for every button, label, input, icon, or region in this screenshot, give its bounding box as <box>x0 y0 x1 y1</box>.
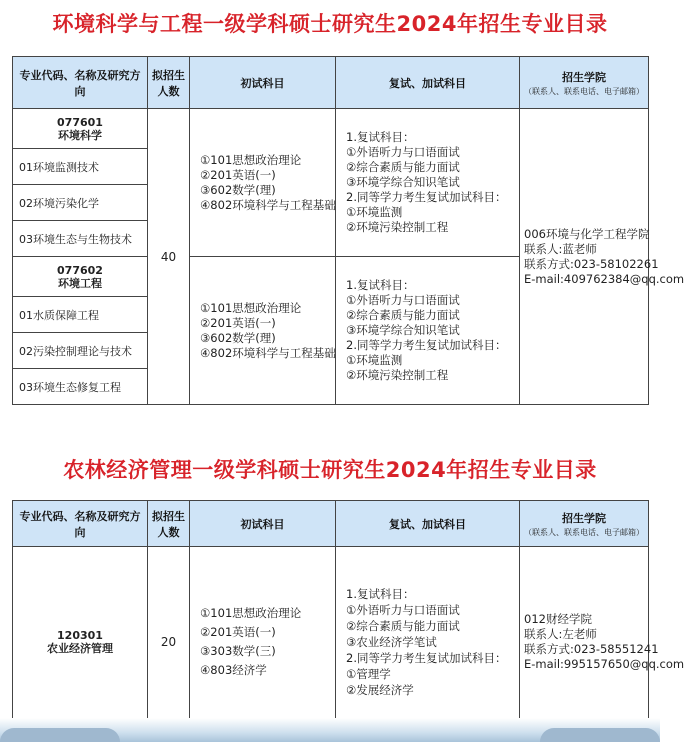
header-count: 拟招生人数 <box>148 57 190 109</box>
bottom-decoration <box>0 718 660 742</box>
initial-subject: ①101思想政治理论 <box>200 300 302 315</box>
college-cell <box>520 547 684 737</box>
section1-title: 环境科学与工程一级学科硕士研究生2024年招生专业目录 <box>52 12 608 36</box>
major-cell <box>13 547 148 737</box>
major-name: 环境工程 <box>58 276 102 290</box>
research-direction: 02污染控制理论与技术 <box>13 333 148 369</box>
header-college-label: 招生学院 <box>562 511 606 525</box>
college-contact: 联系人:蓝老师 <box>524 241 597 256</box>
table-row <box>13 547 649 737</box>
initial-subjects-cell <box>190 547 336 737</box>
initial-subject: ②201英语(一) <box>200 624 276 639</box>
initial-subject: ③602数学(理) <box>200 330 276 345</box>
retest-line: ①外语听力与口语面试 <box>346 293 460 307</box>
retest-subjects-cell <box>336 547 520 737</box>
enrollment-count: 40 <box>148 109 190 405</box>
college-contact: 联系人:左老师 <box>524 626 597 641</box>
retest-line: ③环境学综合知识笔试 <box>346 175 460 189</box>
college-cell <box>520 109 684 405</box>
initial-subject: ④803经济学 <box>200 662 267 677</box>
header-major: 专业代码、名称及研究方向 <box>13 501 148 547</box>
header-initial: 初试科目 <box>190 501 336 547</box>
research-direction: 01环境监测技术 <box>13 149 148 185</box>
table-header-row <box>13 501 649 547</box>
hill-shape <box>540 728 660 742</box>
retest-line: ②环境污染控制工程 <box>346 368 449 382</box>
major-cell <box>13 109 148 149</box>
header-initial: 初试科目 <box>190 57 336 109</box>
college-email: E-mail:409762384@qq.com <box>524 271 684 286</box>
retest-line: ③农业经济学笔试 <box>346 634 437 649</box>
header-retest: 复试、加试科目 <box>336 501 520 547</box>
table-header-row <box>13 57 649 109</box>
retest-line: ②发展经济学 <box>346 682 414 697</box>
initial-subjects-cell <box>190 257 336 405</box>
research-direction: 02环境污染化学 <box>13 185 148 221</box>
retest-line: ①外语听力与口语面试 <box>346 145 460 159</box>
header-college-label: 招生学院 <box>562 70 606 84</box>
header-count: 拟招生人数 <box>148 501 190 547</box>
catalog-table-agri-economics <box>12 500 684 737</box>
college-email: E-mail:995157650@qq.com <box>524 656 684 671</box>
initial-subject: ④802环境科学与工程基础 <box>200 197 336 212</box>
retest-line: 1.复试科目： <box>346 130 415 144</box>
hill-shape <box>0 728 120 742</box>
retest-line: 1.复试科目： <box>346 586 415 601</box>
header-college-sub: （联系人、联系电话、电子邮箱） <box>524 527 644 537</box>
retest-line: 1.复试科目： <box>346 278 415 292</box>
header-college <box>520 57 649 109</box>
catalog-table-environment <box>12 56 684 405</box>
initial-subject: ①101思想政治理论 <box>200 152 302 167</box>
research-direction: 03环境生态与生物技术 <box>13 221 148 257</box>
research-direction: 03环境生态修复工程 <box>13 369 148 405</box>
retest-line: ①管理学 <box>346 666 391 681</box>
retest-line: ②综合素质与能力面试 <box>346 308 460 322</box>
college-name: 012财经学院 <box>524 611 592 626</box>
major-name: 农业经济管理 <box>47 641 113 655</box>
retest-subjects-cell <box>336 257 520 405</box>
section2-title: 农林经济管理一级学科硕士研究生2024年招生专业目录 <box>63 458 597 482</box>
header-college-sub: （联系人、联系电话、电子邮箱） <box>524 86 644 96</box>
retest-line: ①外语听力与口语面试 <box>346 602 460 617</box>
major-cell <box>13 257 148 297</box>
initial-subject: ②201英语(一) <box>200 315 276 330</box>
retest-line: ①环境监测 <box>346 353 403 367</box>
retest-line: 2.同等学力考生复试加试科目： <box>346 338 507 352</box>
header-major: 专业代码、名称及研究方向 <box>13 57 148 109</box>
retest-line: 2.同等学力考生复试加试科目： <box>346 190 507 204</box>
retest-subjects-cell <box>336 109 520 257</box>
major-name: 环境科学 <box>58 128 102 142</box>
college-phone: 联系方式:023-58551241 <box>524 641 659 656</box>
initial-subjects-cell <box>190 109 336 257</box>
retest-line: ①环境监测 <box>346 205 403 219</box>
initial-subject: ③303数学(三) <box>200 643 276 658</box>
retest-line: 2.同等学力考生复试加试科目： <box>346 650 507 665</box>
research-direction: 01水质保障工程 <box>13 297 148 333</box>
major-code: 077601 <box>57 115 103 129</box>
retest-line: ②综合素质与能力面试 <box>346 160 460 174</box>
retest-line: ②环境污染控制工程 <box>346 220 449 234</box>
major-code: 120301 <box>57 628 103 642</box>
header-retest: 复试、加试科目 <box>336 57 520 109</box>
header-college <box>520 501 649 547</box>
table-row <box>13 109 649 149</box>
retest-line: ②综合素质与能力面试 <box>346 618 460 633</box>
initial-subject: ③602数学(理) <box>200 182 276 197</box>
major-code: 077602 <box>57 263 103 277</box>
enrollment-count: 20 <box>148 547 190 737</box>
initial-subject: ①101思想政治理论 <box>200 605 302 620</box>
initial-subject: ②201英语(一) <box>200 167 276 182</box>
college-phone: 联系方式:023-58102261 <box>524 256 659 271</box>
retest-line: ③环境学综合知识笔试 <box>346 323 460 337</box>
initial-subject: ④802环境科学与工程基础 <box>200 345 336 360</box>
college-name: 006环境与化学工程学院 <box>524 226 650 241</box>
